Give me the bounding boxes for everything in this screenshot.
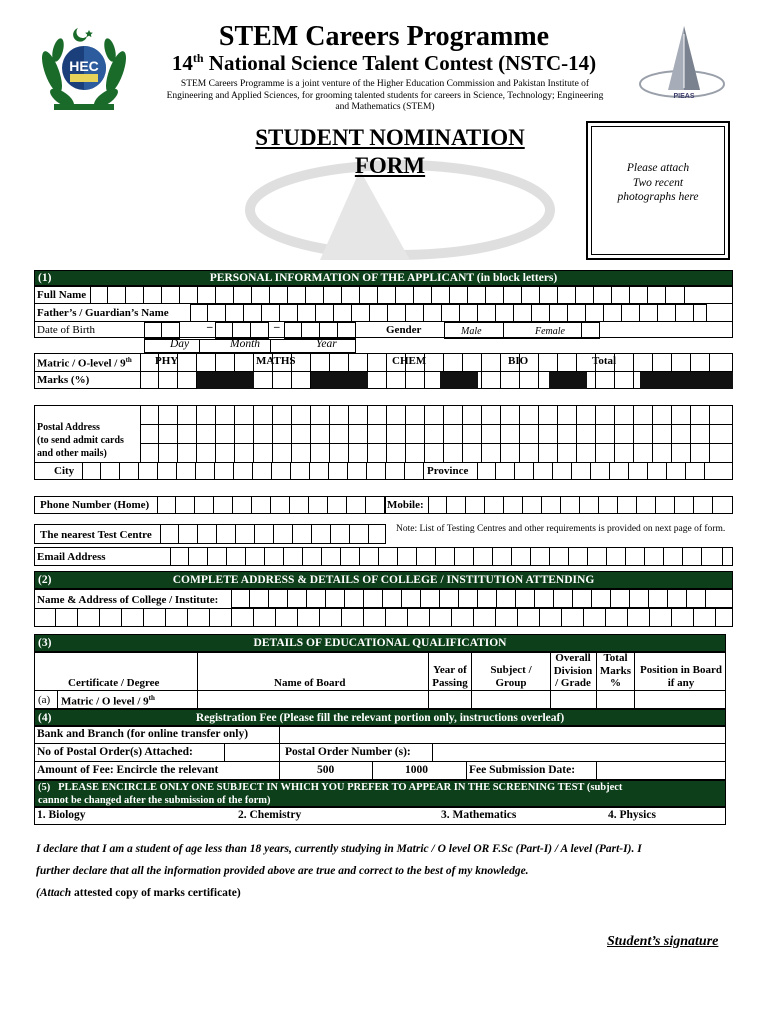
attach-note: [36, 882, 736, 904]
father-name-input[interactable]: [190, 304, 707, 322]
contest-number: 14: [171, 51, 193, 75]
subject-chemistry[interactable]: 2. Chemistry: [238, 809, 302, 821]
dob-day-input[interactable]: [144, 322, 180, 339]
row-a-label: (a): [38, 694, 51, 706]
dob-dash-1: –: [207, 321, 213, 333]
province-input[interactable]: [477, 462, 733, 480]
postal-line-1: Postal Address: [37, 422, 100, 433]
day-caption: Day: [170, 338, 190, 350]
photo-line-2: Two recent: [632, 176, 684, 189]
section-3-header: [34, 634, 726, 652]
header-division: Overall Division / Grade: [553, 652, 593, 689]
header-marks: Total Marks %: [599, 652, 632, 689]
total-label: Total: [592, 355, 617, 367]
section-title: COMPLETE ADDRESS & DETAILS OF COLLEGE / INSTITUTION ATTENDING: [172, 574, 595, 586]
intro-line-2: Engineering and Applied Sciences, for grooming talented students for careers in Science, Technology; Engineering: [166, 90, 604, 101]
test-centre-note: Note: List of Testing Centres and other requirements is provided on next page of form.: [396, 524, 726, 534]
postal-address-label: [37, 421, 124, 460]
form-title-line-2: FORM: [354, 153, 426, 178]
college-input-row-1[interactable]: [231, 589, 733, 608]
fee-1000-option[interactable]: 1000: [405, 764, 428, 776]
city-input[interactable]: [82, 462, 424, 480]
test-centre-input[interactable]: [160, 524, 386, 544]
month-caption: Month: [230, 338, 261, 350]
pieas-logo-text: PIEAS: [673, 93, 695, 100]
subject-physics[interactable]: 4. Physics: [608, 809, 656, 821]
section-1-header: [34, 270, 733, 286]
header-year: Year of Passing: [432, 664, 468, 689]
intro-line-1: STEM Careers Programme is a joint venture of the Higher Education Commission and Pakistan Institute of: [180, 79, 590, 89]
photo-line-1: Please attach: [626, 162, 690, 174]
contest-title: [0, 51, 768, 76]
form-title-line-1: STUDENT NOMINATION: [255, 125, 525, 150]
section-2-header: [34, 571, 733, 589]
declaration-text: [36, 838, 736, 904]
section-number: (5): [38, 782, 51, 793]
declaration-line-2: further declare that all the information provided above are true and correct to the best of my knowledge.: [36, 865, 529, 877]
section-title-line-1: PLEASE ENCIRCLE ONLY ONE SUBJECT IN WHICH YOU PREFER TO APPEAR IN THE SCREENING TEST (subject: [58, 782, 623, 793]
attach-note-rest: attested copy of marks certificate): [71, 887, 241, 899]
gender-male-option[interactable]: Male: [461, 326, 482, 337]
section-number: (2): [38, 574, 52, 586]
postal-address-input[interactable]: [140, 405, 733, 463]
gender-female-option[interactable]: Female: [535, 326, 565, 337]
test-centre-label: The nearest Test Centre: [40, 529, 152, 541]
intro-text: [120, 79, 650, 114]
fee-500-option[interactable]: 500: [317, 764, 335, 776]
section-number: (1): [38, 272, 52, 284]
dob-dash-2: –: [274, 321, 280, 333]
photo-box[interactable]: [586, 121, 730, 260]
email-input[interactable]: [170, 547, 723, 566]
form-title: [230, 124, 550, 180]
postal-orders-label: No of Postal Order(s) Attached:: [37, 746, 193, 758]
student-signature-label: Student’s signature: [607, 934, 719, 949]
section-number: (3): [38, 637, 52, 649]
postal-line-2: (to send admit cards: [37, 435, 124, 446]
mobile-input[interactable]: [428, 496, 733, 514]
header-board: Name of Board: [274, 677, 346, 689]
section-5-header: [34, 780, 726, 807]
phone-input[interactable]: [157, 496, 385, 514]
father-name-label: Father’s / Guardian’s Name: [37, 307, 169, 319]
subject-biology[interactable]: 1. Biology: [37, 809, 86, 821]
chem-label: CHEM: [392, 355, 427, 367]
year-caption: Year: [316, 338, 337, 350]
hec-logo-text: HEC: [69, 58, 99, 74]
phy-label: PHY: [155, 355, 179, 367]
gender-label: Gender: [386, 324, 422, 336]
full-name-label: Full Name: [37, 289, 87, 301]
section-title: Registration Fee (Please fill the relevant portion only, instructions overleaf): [195, 712, 565, 724]
full-name-input[interactable]: [90, 286, 685, 304]
page-title: STEM Careers Programme: [218, 21, 550, 52]
dob-year-input[interactable]: [284, 322, 356, 339]
postal-number-label: Postal Order Number (s):: [285, 746, 411, 758]
contest-number-sup: th: [192, 51, 204, 65]
section-title: DETAILS OF EDUCATIONAL QUALIFICATION: [253, 637, 507, 649]
section-title-line-2: cannot be changed after the submission of the form): [38, 795, 271, 806]
amount-label: Amount of Fee: Encircle the relevant: [37, 764, 219, 776]
header-certificate: Certificate / Degree: [68, 677, 160, 689]
intro-line-3: and Mathematics (STEM): [335, 102, 435, 112]
photo-instructions: [588, 161, 728, 205]
college-input-row-2[interactable]: [34, 608, 733, 627]
email-label: Email Address: [37, 551, 106, 563]
matric-label: [37, 356, 132, 370]
section-title: PERSONAL INFORMATION OF THE APPLICANT (in block letters): [209, 272, 558, 284]
matric-row-sup: th: [148, 694, 155, 702]
marks-label: Marks (%): [37, 374, 90, 386]
declaration-line-1: I declare that I am a student of age less than 18 years, currently studying in Matric / O level OR F.Sc (Part-I) / A level (Part-I). I: [36, 843, 642, 855]
dob-label: Date of Birth: [37, 324, 96, 336]
section-number: (4): [38, 712, 52, 724]
province-label: Province: [427, 465, 469, 477]
photo-line-3: photographs here: [617, 191, 699, 203]
phone-label: Phone Number (Home): [40, 499, 150, 511]
bio-label: BIO: [508, 355, 529, 367]
college-label: Name & Address of College / Institute:: [37, 594, 219, 606]
contest-name: National Science Talent Contest (NSTC-14): [208, 51, 597, 75]
mobile-label: Mobile:: [387, 499, 424, 511]
matric-row-text: Matric / O level / 9: [61, 695, 149, 708]
header-subject: Subject / Group: [490, 664, 532, 689]
maths-label: MATHS: [256, 355, 296, 367]
matric-label-sup: th: [125, 356, 132, 364]
bank-label: Bank and Branch (for online transfer only): [37, 728, 249, 740]
submission-date-label: Fee Submission Date:: [469, 764, 576, 776]
matric-label-text: Matric / O-level / 9: [37, 357, 126, 370]
attach-note-italic: (Attach: [36, 887, 72, 899]
city-label: City: [54, 465, 75, 477]
postal-line-3: and other mails): [37, 448, 107, 459]
header-position: Position in Board if any: [640, 664, 722, 689]
matric-row-label: [61, 694, 155, 708]
dob-month-input[interactable]: [215, 322, 269, 339]
subject-mathematics[interactable]: 3. Mathematics: [441, 809, 517, 821]
section-4-header: [34, 709, 726, 726]
